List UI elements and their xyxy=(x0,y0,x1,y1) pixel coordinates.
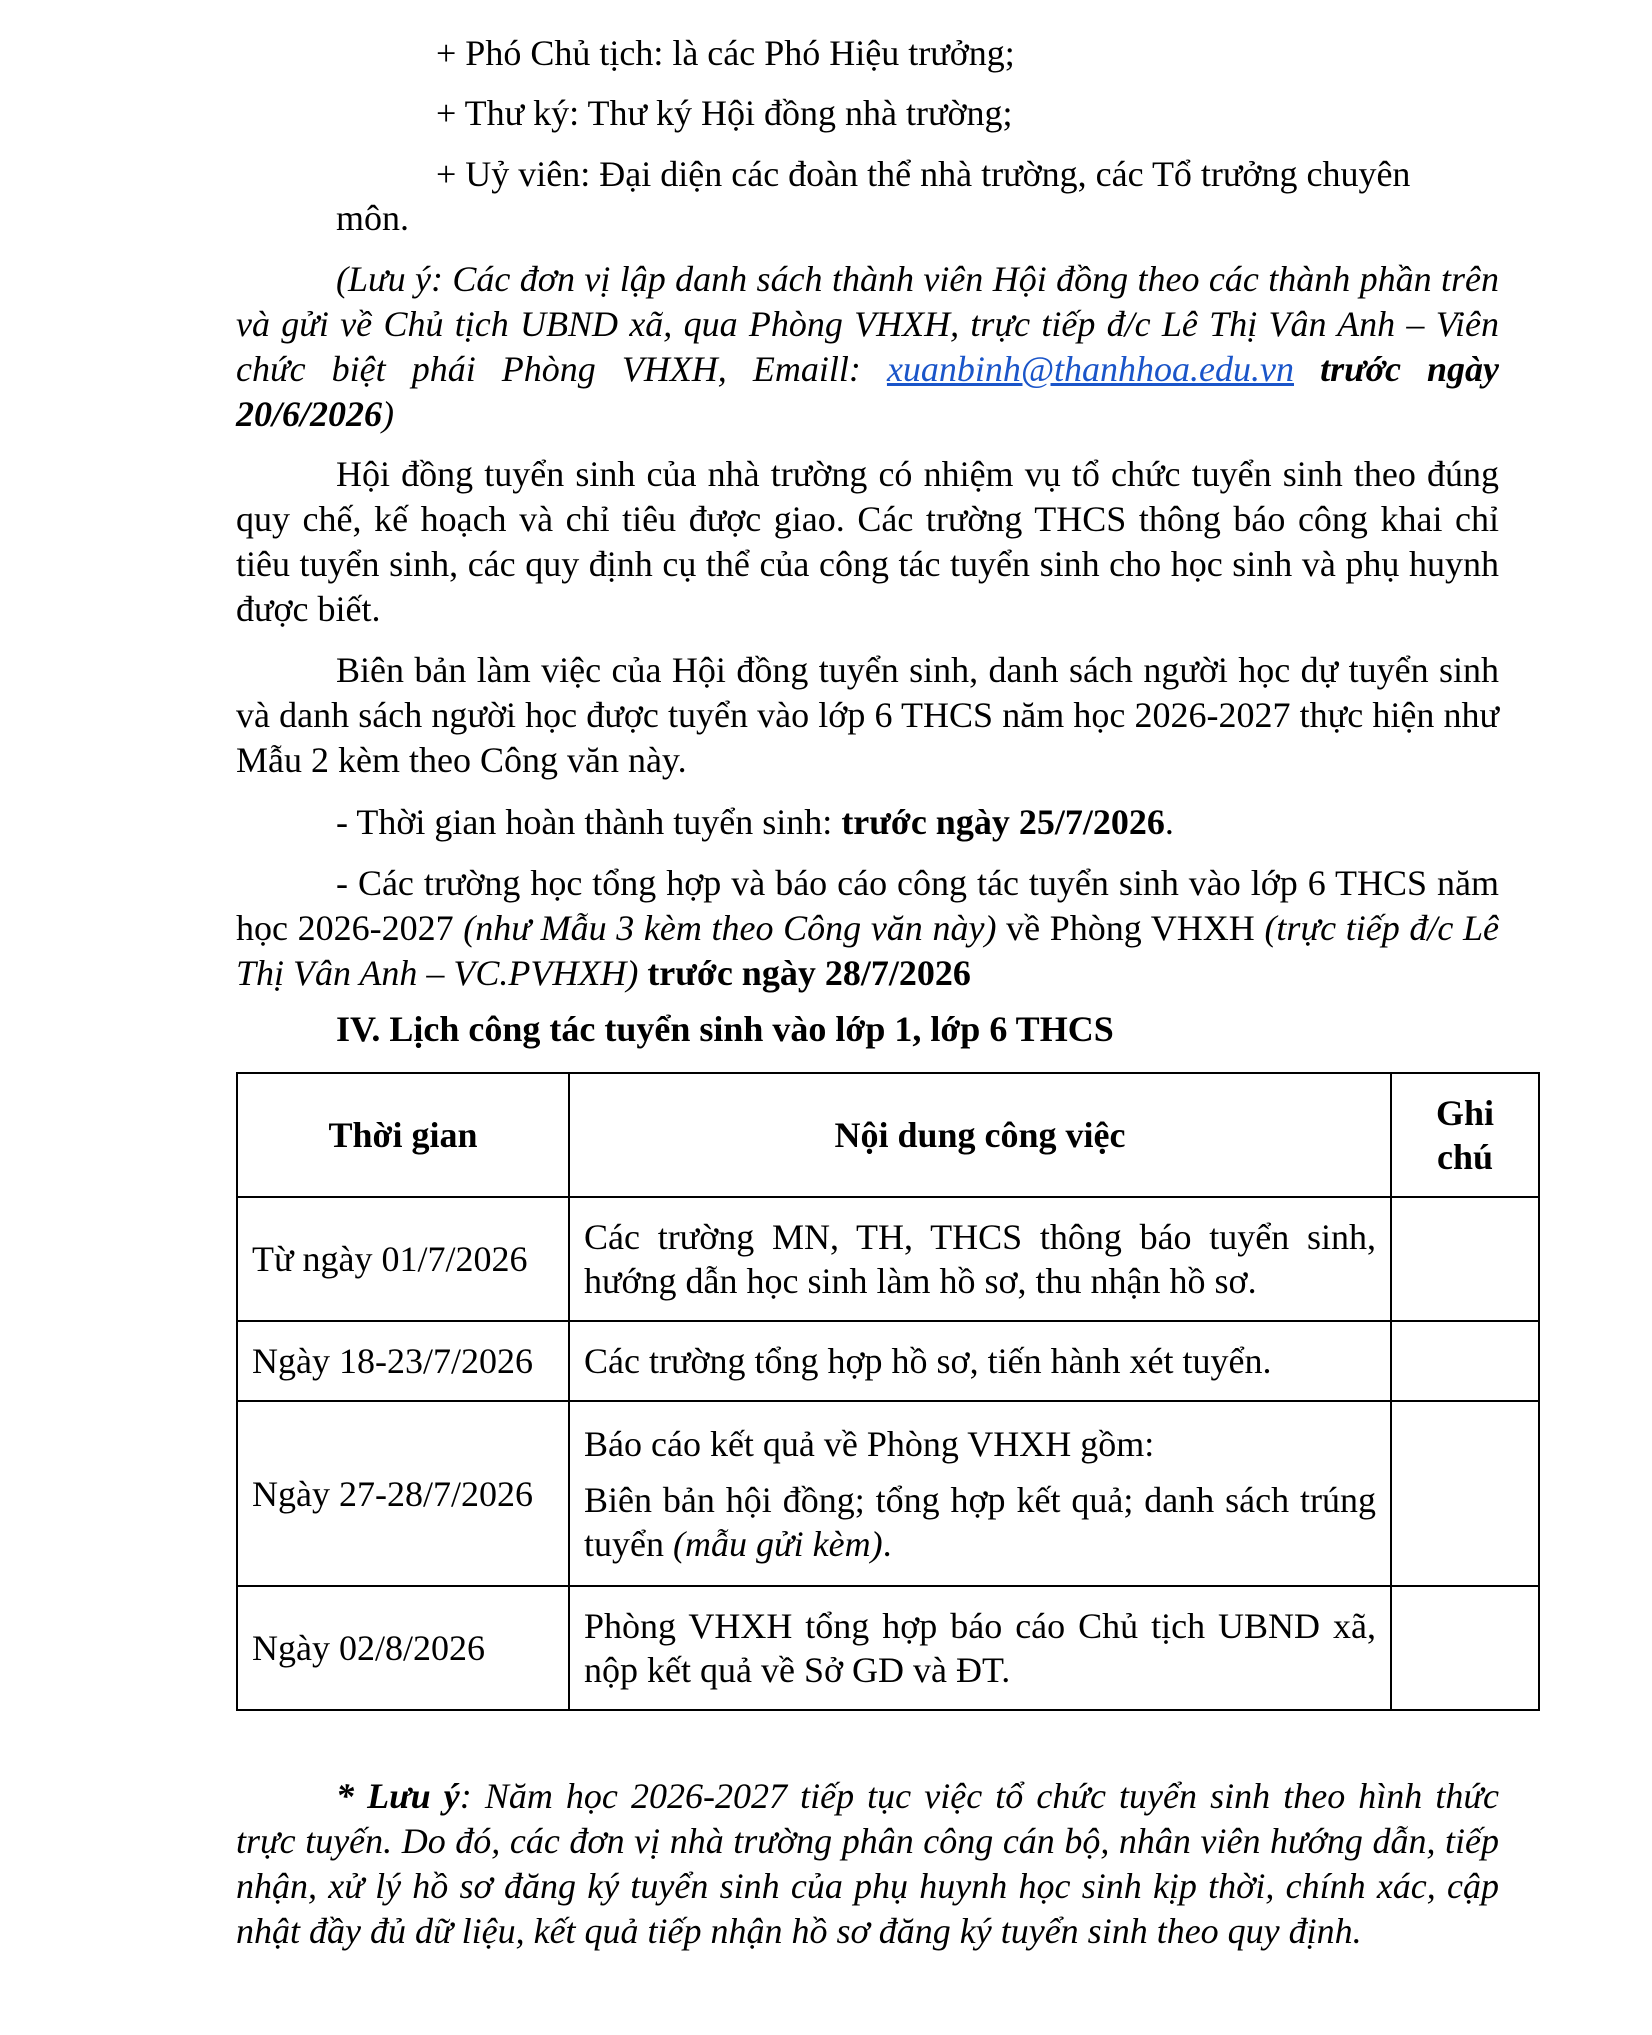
row-content-p2-text: Biên bản hội đồng; tổng hợp kết quả; danh sách trúng tuyển xyxy=(584,1479,1376,1564)
table-row xyxy=(237,1586,1539,1710)
paragraph-bien-ban: Biên bản làm việc của Hội đồng tuyển sinh, danh sách người học dự tuyển sinh và danh sách người học được tuyển vào lớp 6 THCS năm học 2026-2027 thực hiện như Mẫu 2 kèm theo Công văn này. xyxy=(236,650,1499,780)
row-content-p2 xyxy=(584,1478,1376,1566)
list-item-thu-ky: + Thư ký: Thư ký Hội đồng nhà trường; xyxy=(436,93,1013,133)
row-time: Từ ngày 01/7/2026 xyxy=(237,1197,569,1321)
item-bao-cao-italic1: (như Mẫu 3 kèm theo Công văn này) xyxy=(463,908,997,948)
row-content: Phòng VHXH tổng hợp báo cáo Chủ tịch UBND xã, nộp kết quả về Sở GD và ĐT. xyxy=(569,1586,1391,1710)
header-time: Thời gian xyxy=(237,1073,569,1197)
item-bao-cao-text2: về Phòng VHXH xyxy=(996,908,1265,948)
row-note xyxy=(1391,1321,1539,1401)
luu-y-note xyxy=(236,257,1499,437)
row-content-p2-italic: (mẫu gửi kèm) xyxy=(672,1523,883,1564)
header-content: Nội dung công việc xyxy=(569,1073,1391,1197)
item-bao-cao-italic2: (trực tiếp đ/c Lê Thị Vân Anh – VC.PVHXH) xyxy=(236,908,1499,993)
item-thoi-gian-hoan-thanh xyxy=(336,800,1174,845)
table-row xyxy=(237,1197,1539,1321)
row-content-p2-end: . xyxy=(882,1523,892,1564)
footer-luu-y-label: * Lưu ý xyxy=(336,1776,460,1816)
list-item-uy-vien: + Uỷ viên: Đại diện các đoàn thể nhà trường, các Tổ trưởng chuyên xyxy=(436,154,1411,194)
paragraph-hoi-dong: Hội đồng tuyển sinh của nhà trường có nhiệm vụ tổ chức tuyển sinh theo đúng quy chế, kế hoạch và chỉ tiêu được giao. Các trường THCS thông báo công khai chỉ tiêu tuyển sinh, các quy định cụ thể của công tác tuyển sinh cho học sinh và phụ huynh được biết. xyxy=(236,454,1499,629)
footer-luu-y xyxy=(236,1774,1499,1954)
item-thoi-gian-text: - Thời gian hoàn thành tuyển sinh: xyxy=(336,802,842,842)
item-bao-cao-text1: - Các trường học tổng hợp và báo cáo công tác tuyển sinh vào lớp 6 THCS năm học 2026-2027 xyxy=(236,863,1499,948)
luu-y-note-close: ) xyxy=(382,394,395,434)
item-bao-cao-deadline: trước ngày 28/7/2026 xyxy=(647,953,971,993)
row-note xyxy=(1391,1586,1539,1710)
row-content-p1: Báo cáo kết quả về Phòng VHXH gồm: xyxy=(584,1423,1155,1464)
luu-y-note-text: (Lưu ý: Các đơn vị lập danh sách thành viên Hội đồng theo các thành phần trên và gửi về Chủ tịch UBND xã, qua Phòng VHXH, trực tiếp đ/c Lê Thị Vân Anh – Viên chức biệt phái Phòng VHXH, Emaill: xyxy=(236,259,1499,389)
row-content: Các trường MN, TH, THCS thông báo tuyển sinh, hướng dẫn học sinh làm hồ sơ, thu nhận hồ sơ. xyxy=(569,1197,1391,1321)
row-time: Ngày 27-28/7/2026 xyxy=(237,1401,569,1586)
row-time: Ngày 02/8/2026 xyxy=(237,1586,569,1710)
row-content: Các trường tổng hợp hồ sơ, tiến hành xét tuyển. xyxy=(569,1321,1391,1401)
row-note xyxy=(1391,1197,1539,1321)
row-time: Ngày 18-23/7/2026 xyxy=(237,1321,569,1401)
header-note-line2: chú xyxy=(1436,1137,1494,1177)
header-note xyxy=(1391,1073,1539,1197)
item-thoi-gian-end: . xyxy=(1164,802,1174,842)
item-bao-cao xyxy=(236,861,1499,996)
schedule-table xyxy=(236,1072,1540,1711)
item-thoi-gian-deadline: trước ngày 25/7/2026 xyxy=(841,802,1165,842)
row-note xyxy=(1391,1401,1539,1586)
table-row xyxy=(237,1401,1539,1586)
list-item-uy-vien-continuation: môn. xyxy=(336,198,410,238)
row-content xyxy=(569,1401,1391,1586)
table-header-row xyxy=(237,1073,1539,1197)
item-bao-cao-text3 xyxy=(638,953,647,993)
footer-luu-y-text: : Năm học 2026-2027 tiếp tục việc tổ chức tuyển sinh theo hình thức trực tuyến. Do đó, các đơn vị nhà trường phân công cán bộ, nhân viên hướng dẫn, tiếp nhận, xử lý hồ sơ đăng ký tuyển sinh của phụ huynh học sinh kịp thời, chính xác, cập nhật đầy đủ dữ liệu, kết quả tiếp nhận hồ sơ đăng ký tuyển sinh theo quy định. xyxy=(236,1776,1499,1951)
list-item-pho-chu-tich: + Phó Chủ tịch: là các Phó Hiệu trưởng; xyxy=(436,33,1015,73)
table-row xyxy=(237,1321,1539,1401)
section-heading: IV. Lịch công tác tuyển sinh vào lớp 1, lớp 6 THCS xyxy=(336,1009,1114,1049)
luu-y-note-deadline: trước ngày 20/6/2026 xyxy=(236,349,1500,434)
header-note-line1: Ghi xyxy=(1435,1093,1495,1133)
email-link[interactable]: xuanbinh@thanhhoa.edu.vn xyxy=(886,349,1294,389)
